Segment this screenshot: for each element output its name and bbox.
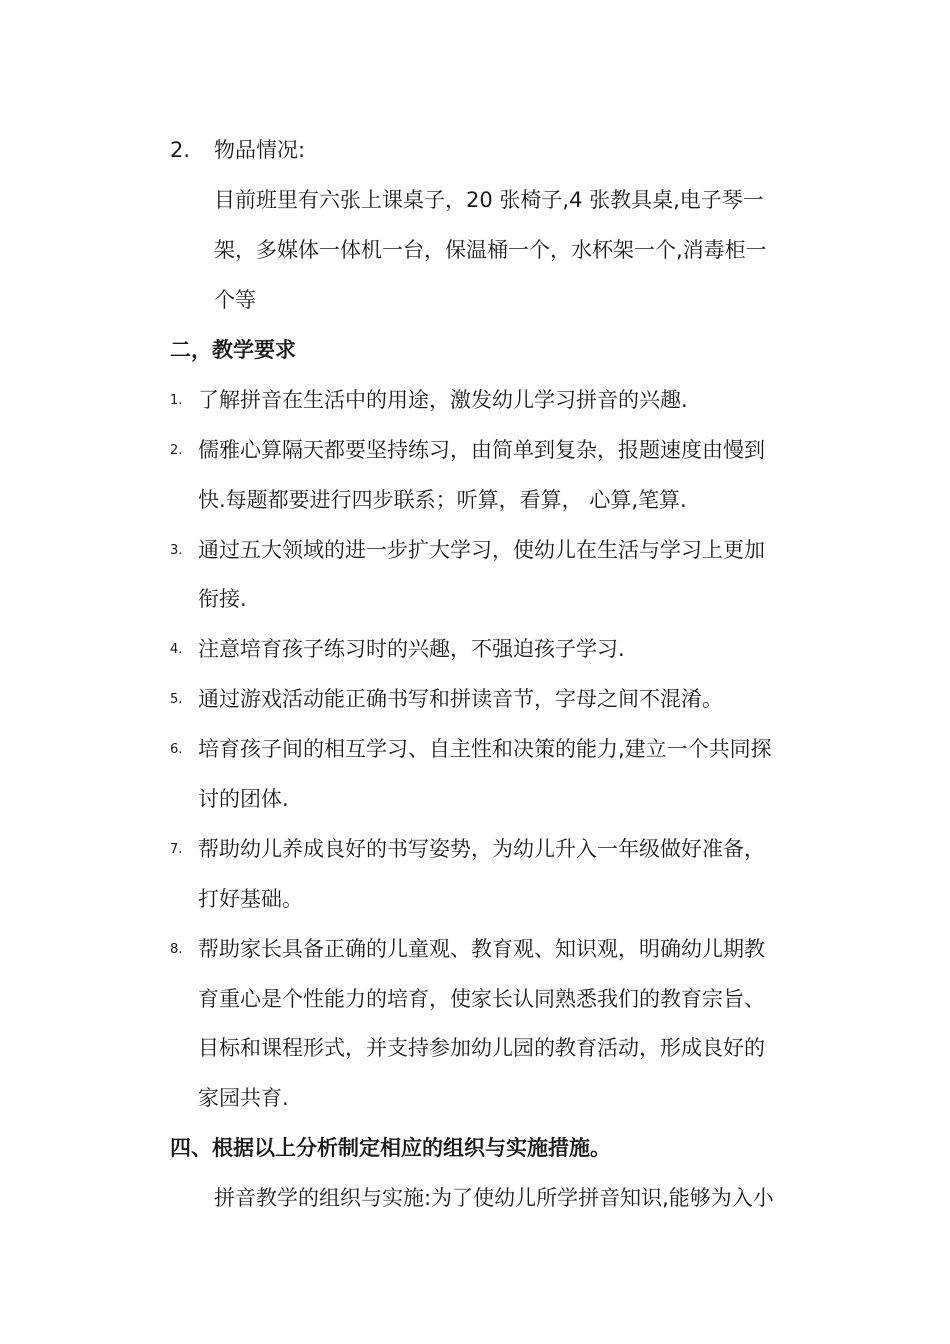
section-title: 物品情况: (214, 138, 306, 162)
list-item-text: 目标和课程形式，并支持参加幼儿园的教育活动，形成良好的 (198, 1036, 765, 1060)
paragraph-line: 个等 (214, 288, 256, 312)
paragraph-line: 架，多媒体一体机一台，保温桶一个，水杯架一个,消毒柜一 (214, 238, 767, 262)
list-item-text: 儒雅心算隔天都要坚持练习，由简单到复杂，报题速度由慢到 (198, 438, 765, 462)
list-item-text: 通过五大领域的进一步扩大学习，使幼儿在生活与学习上更加 (198, 538, 765, 562)
list-item-text: 打好基础。 (198, 887, 303, 911)
list-item-text: 讨的团体. (198, 787, 289, 811)
paragraph-line: 拼音教学的组织与实施:为了使幼儿所学拼音知识,能够为入小 (214, 1186, 774, 1210)
list-item-number: 6. (170, 742, 183, 757)
list-item-text: 衔接. (198, 587, 247, 611)
list-item-number: 1. (170, 393, 183, 408)
list-item-number: 2. (170, 443, 183, 458)
list-item-text: 培育孩子间的相互学习、自主性和决策的能力,建立一个共同探 (198, 737, 772, 761)
list-item-text: 家园共育. (198, 1086, 289, 1110)
list-item-text: 帮助幼儿养成良好的书写姿势，为幼儿升入一年级做好准备， (198, 837, 765, 861)
list-item-text: 了解拼音在生活中的用途，激发幼儿学习拼音的兴趣. (198, 388, 688, 412)
list-item-text: 通过游戏活动能正确书写和拼读音节，字母之间不混淆。 (198, 687, 723, 711)
section-number: 2. (170, 138, 191, 162)
section-heading: 二，教学要求 (170, 338, 296, 362)
paragraph-line: 目前班里有六张上课桌子，20 张椅子,4 张教具桌,电子琴一 (214, 188, 764, 212)
section-heading: 四、根据以上分析制定相应的组织与实施措施。 (170, 1136, 611, 1160)
list-item-number: 7. (170, 842, 183, 857)
list-item-text: 注意培育孩子练习时的兴趣，不强迫孩子学习. (198, 637, 625, 661)
list-item-text: 快.每题都要进行四步联系；听算，看算， 心算,笔算. (198, 488, 687, 512)
list-item-number: 3. (170, 543, 183, 558)
list-item-number: 5. (170, 692, 183, 707)
list-item-text: 帮助家长具备正确的儿童观、教育观、知识观，明确幼儿期教 (198, 937, 765, 961)
list-item-number: 8. (170, 942, 183, 957)
list-item-text: 育重心是个性能力的培育，使家长认同熟悉我们的教育宗旨、 (198, 987, 765, 1011)
list-item-number: 4. (170, 642, 183, 657)
